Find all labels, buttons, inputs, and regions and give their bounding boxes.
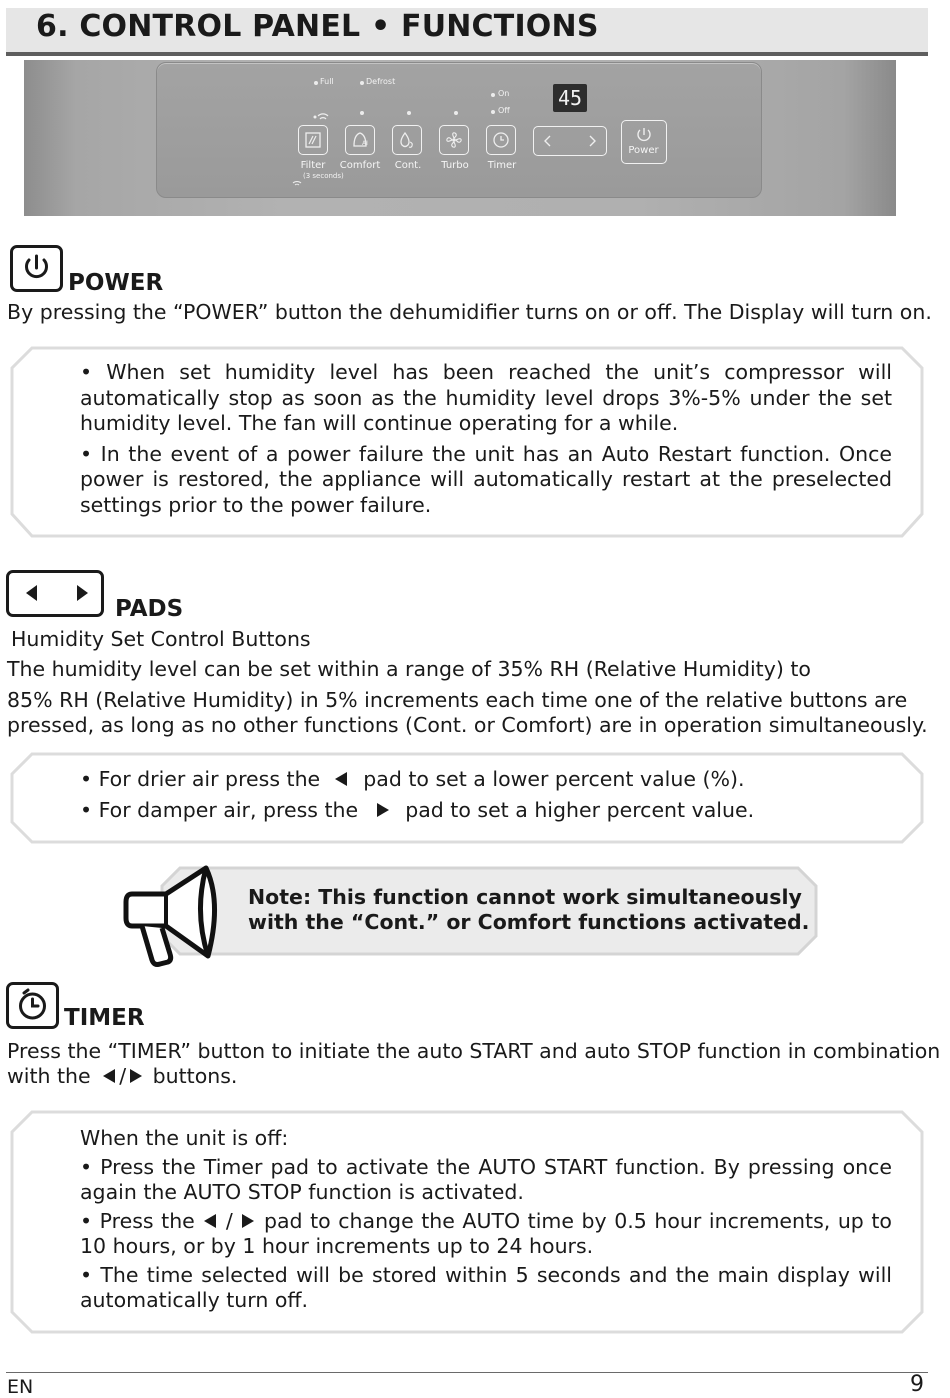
pads-text-line-2: 85% RH (Relative Humidity) in 5% increments each time one of the relative buttons are xyxy=(7,688,908,712)
pads-bullet-2-end: pad to set a higher percent value. xyxy=(405,798,755,822)
timer-bullet-2-separator: / xyxy=(225,1208,233,1233)
pads-text-line-1: The humidity level can be set within a range of 35% RH (Relative Humidity) to xyxy=(7,657,811,681)
filter-icon xyxy=(302,129,324,151)
wifi-small-icon xyxy=(292,172,302,191)
filter-label: Filter xyxy=(300,160,326,171)
full-indicator-label: Full xyxy=(320,77,334,86)
timer-bullet-3: • The time selected will be stored within 5 seconds and the main display will automatically turn off. xyxy=(80,1262,892,1312)
power-section-icon xyxy=(10,245,63,292)
timer-line-2-start: with the xyxy=(7,1064,91,1088)
full-indicator-dot xyxy=(314,81,318,85)
pads-title: PADS xyxy=(115,596,184,622)
timer-line-2-separator: / xyxy=(119,1064,127,1088)
right-triangle-icon xyxy=(240,1213,256,1229)
fan-icon xyxy=(443,129,465,151)
comfort-button[interactable] xyxy=(345,125,375,155)
cont-led-dot xyxy=(407,111,411,115)
pads-section-icon xyxy=(6,570,104,617)
on-indicator-label: On xyxy=(498,89,510,98)
note-line-1: Note: This function cannot work simultaneously xyxy=(248,885,802,909)
timer-bullet-1: • Press the Timer pad to activate the AUTO START function. By pressing once again the AUTO STOP function is activated. xyxy=(80,1154,892,1204)
power-icon xyxy=(634,125,654,145)
timer-title: TIMER xyxy=(64,1005,145,1031)
comfort-led-dot xyxy=(360,111,364,115)
page-number: 9 xyxy=(910,1372,924,1397)
defrost-indicator-dot xyxy=(360,81,364,85)
svg-text:AI: AI xyxy=(362,140,368,147)
power-intro: By pressing the “POWER” button the dehumidifier turns on or off. The Display will turn on. xyxy=(7,300,932,324)
power-note-2: • In the event of a power failure the unit has an Auto Restart function. Once power is restored, the appliance will automatically restart at the preselected settings prior to the power failure. xyxy=(80,441,892,517)
power-icon xyxy=(13,248,60,289)
note-text xyxy=(248,885,809,935)
filter-hold-hint: (3 seconds) xyxy=(303,172,344,180)
timer-line-2-end: buttons. xyxy=(152,1064,238,1088)
right-triangle-icon xyxy=(365,802,399,818)
left-triangle-icon xyxy=(97,1068,119,1084)
humidity-pads[interactable] xyxy=(533,126,607,156)
left-right-triangles-icon xyxy=(9,573,101,614)
device-power-label: Power xyxy=(628,145,659,156)
clock-icon xyxy=(9,985,56,1026)
device-power-button[interactable] xyxy=(621,120,667,164)
note-line-2: with the “Cont.” or Comfort functions activated. xyxy=(248,910,810,934)
section-title: 6. CONTROL PANEL • FUNCTIONS xyxy=(36,9,599,44)
timer-bullet-2 xyxy=(80,1209,892,1260)
pads-bullet-1-end: pad to set a lower percent value (%). xyxy=(363,767,745,791)
timer-notes xyxy=(80,1126,892,1314)
timer-bullet-2-end: pad to change the AUTO time by 0.5 hour increments, up to 10 hours, or by 1 hour increments up to 24 hours. xyxy=(80,1208,892,1258)
drain-drop-icon xyxy=(396,129,418,151)
filter-button[interactable] xyxy=(298,125,328,155)
timer-button[interactable] xyxy=(486,125,516,155)
timer-text-line-1: Press the “TIMER” button to initiate the auto START and auto STOP function in combination xyxy=(7,1039,941,1063)
on-indicator-dot xyxy=(491,93,495,97)
power-title: POWER xyxy=(68,270,164,296)
turbo-led-dot xyxy=(454,111,458,115)
timer-box-heading: When the unit is off: xyxy=(80,1126,289,1150)
pads-subtitle: Humidity Set Control Buttons xyxy=(11,627,311,651)
comfort-label: Comfort xyxy=(339,160,381,171)
pads-bullet-2-start: • For damper air, press the xyxy=(80,798,359,822)
pads-bullet-1 xyxy=(80,767,744,791)
timer-label: Timer xyxy=(487,160,517,171)
left-triangle-icon xyxy=(202,1213,218,1229)
left-right-arrows-icon xyxy=(534,127,606,155)
defrost-indicator-label: Defrost xyxy=(366,77,396,86)
timer-text-line-2 xyxy=(7,1064,237,1088)
turbo-button[interactable] xyxy=(439,125,469,155)
cont-label: Cont. xyxy=(394,160,422,171)
footer-language: EN xyxy=(7,1376,34,1398)
power-notes xyxy=(80,360,892,523)
turbo-label: Turbo xyxy=(441,160,469,171)
comfort-icon xyxy=(349,129,371,151)
off-indicator-label: Off xyxy=(498,106,510,115)
footer-divider xyxy=(6,1372,928,1373)
pads-bullet-1-start: • For drier air press the xyxy=(80,767,321,791)
left-triangle-icon xyxy=(327,771,357,787)
wifi-icon xyxy=(312,106,330,125)
humidity-display: 45 xyxy=(553,84,587,112)
timer-section-icon xyxy=(6,982,59,1029)
cont-button[interactable] xyxy=(392,125,422,155)
megaphone-icon xyxy=(122,862,232,970)
off-indicator-dot xyxy=(491,110,495,114)
timer-bullet-2-start: • Press the xyxy=(80,1208,195,1233)
right-triangle-icon xyxy=(126,1068,146,1084)
power-note-1: • When set humidity level has been reached the unit’s compressor will automatically stop as soon as the humidity level drops 3%-5% under the set humidity level. The fan will continue operating for a while. xyxy=(80,360,892,435)
pads-bullet-2 xyxy=(80,798,754,822)
pads-text-line-3: pressed, as long as no other functions (Cont. or Comfort) are in operation simultaneously. xyxy=(7,713,928,737)
clock-icon xyxy=(490,129,512,151)
